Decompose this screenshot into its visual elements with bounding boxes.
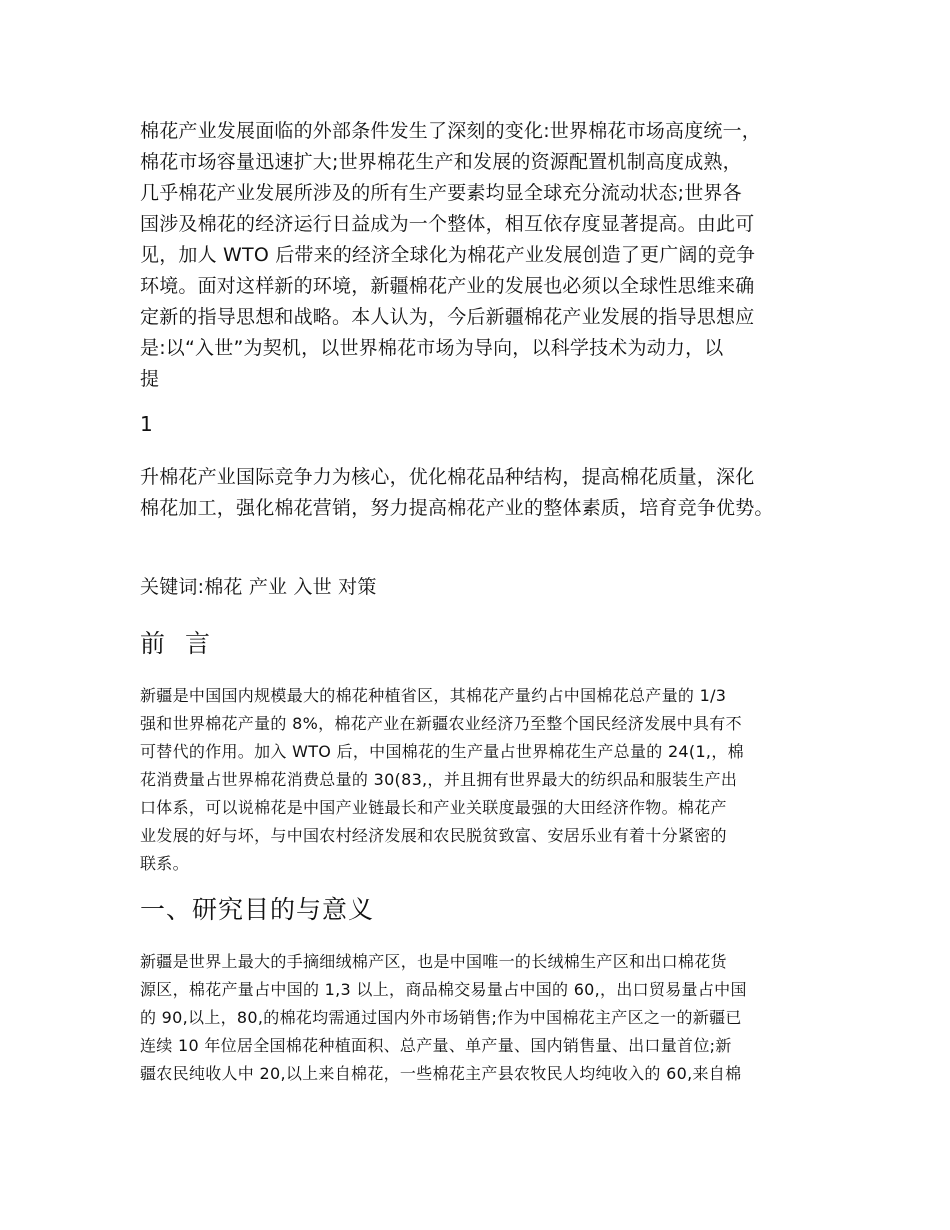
text-line: 联系。 [140, 854, 189, 873]
text-line: 升棉花产业国际竞争力为核心，优化棉花品种结构，提高棉花质量，深化 [140, 466, 755, 488]
text-line: 棉花市场容量迅速扩大;世界棉花生产和发展的资源配置机制高度成熟， [140, 151, 742, 173]
text-line: 棉花产业发展面临的外部条件发生了深刻的变化:世界棉花市场高度统一， [140, 120, 762, 142]
text-line: 可替代的作用。加入 WTO 后，中国棉花的生产量占世界棉花生产总量的 24(1,，棉 [140, 742, 744, 761]
text-line: 的 90,以上，80,的棉花均需通过国内外市场销售;作为中国棉花主产区之一的新疆已 [140, 1008, 742, 1027]
page-number: 1 [140, 412, 153, 436]
text-line: 提 [140, 368, 160, 390]
text-line: 连续 10 年位居全国棉花种植面积、总产量、单产量、国内销售量、出口量首位;新 [140, 1036, 732, 1055]
text-line: 棉花加工，强化棉花营销，努力提高棉花产业的整体素质，培育竞争优势。 [140, 497, 774, 519]
text-line: 国涉及棉花的经济运行日益成为一个整体，相互依存度显著提高。由此可 [140, 213, 755, 235]
text-line: 花消费量占世界棉花消费总量的 30(83,，并且拥有世界最大的纺织品和服装生产出 [140, 770, 738, 789]
text-line: 新疆是世界上最大的手摘细绒棉产区，也是中国唯一的长绒棉生产区和出口棉花货 [140, 952, 727, 971]
text-line: 业发展的好与坏，与中国农村经济发展和农民脱贫致富、安居乐业有着十分紧密的 [140, 826, 727, 845]
intro-paragraph [140, 116, 820, 395]
text-line: 口体系，可以说棉花是中国产业链最长和产业关联度最强的大田经济作物。棉花产 [140, 798, 727, 817]
section1-paragraph [140, 948, 820, 1088]
preface-title: 前 言 [140, 629, 216, 658]
text-line: 见，加人 WTO 后带来的经济全球化为棉花产业发展创造了更广阔的竞争 [140, 244, 756, 266]
continuation-paragraph [140, 462, 820, 524]
text-line: 疆农民纯收人中 20,以上来自棉花，一些棉花主产县农牧民人均纯收入的 60,来自棉 [140, 1064, 742, 1083]
text-line: 是:以“入世”为契机，以世界棉花市场为导向，以科学技术为动力，以 [140, 337, 724, 359]
text-line: 强和世界棉花产量的 8%，棉花产业在新疆农业经济乃至整个国民经济发展中具有不 [140, 714, 742, 733]
text-line: 几乎棉花产业发展所涉及的所有生产要素均显全球充分流动状态;世界各 [140, 182, 742, 204]
text-line: 定新的指导思想和战略。本人认为，今后新疆棉花产业发展的指导思想应 [140, 306, 755, 328]
section1-title: 一、研究目的与意义 [140, 895, 375, 924]
text-line: 新疆是中国国内规模最大的棉花种植省区，其棉花产量约占中国棉花总产量的 1/3 [140, 686, 727, 705]
text-line: 源区，棉花产量占中国的 1,3 以上，商品棉交易量占中国的 60,，出口贸易量占中国 [140, 980, 747, 999]
keywords: 关键词:棉花 产业 入世 对策 [140, 576, 377, 598]
preface-paragraph [140, 682, 820, 878]
text-line: 环境。面对这样新的环境，新疆棉花产业的发展也必须以全球性思维来确 [140, 275, 755, 297]
